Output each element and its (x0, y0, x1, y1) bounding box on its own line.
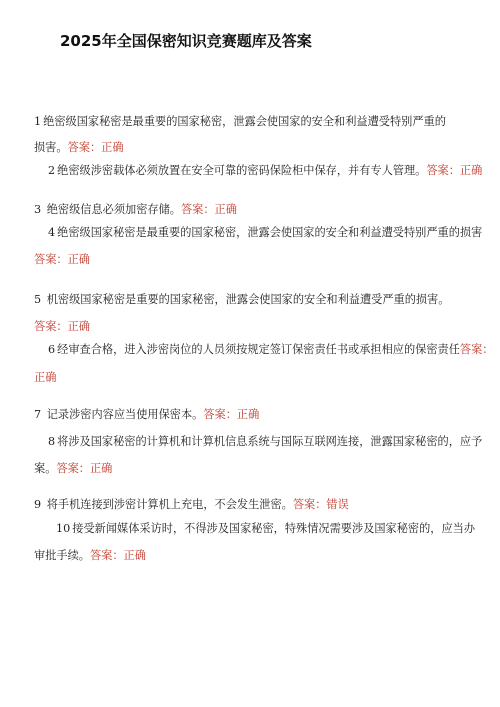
answer-label: 答案： (426, 164, 460, 177)
question-text: 案。 (34, 462, 57, 475)
answer-label: 答案： (89, 549, 124, 562)
question-text: 绝密级国家秘密是最重要的国家秘密，泄露会使国家的安全和利益遭受特别严重的 (43, 115, 446, 128)
page-title: 2025年全国保密知识竞赛题库及答案 (60, 32, 312, 50)
answer-label: 答案： (34, 320, 68, 333)
question-8-line-2 (34, 462, 112, 476)
answer-value: 正确 (89, 462, 113, 475)
answer-label: 答案： (67, 141, 102, 154)
question-number: 2 (48, 164, 56, 177)
question-7-line-1 (34, 408, 259, 422)
question-text: 将涉及国家秘密的计算机和计算机信息系统与国际互联网连接，泄露国家秘密的，应予 (57, 435, 483, 448)
answer-value: 正确 (459, 164, 483, 177)
question-8-line-1 (48, 435, 482, 449)
question-2-line-1 (48, 164, 482, 178)
question-6-line-1 (48, 343, 493, 357)
question-number: 8 (48, 435, 56, 448)
question-5-line-2 (34, 320, 90, 334)
question-text: 经审查合格，进入涉密岗位的人员须按规定签订保密责任书或承担相应的保密责任 (57, 343, 460, 356)
question-4-line-2 (34, 253, 90, 267)
question-text: 审批手续。 (34, 549, 90, 562)
question-6-line-2 (34, 371, 56, 385)
question-text: 将手机连接到涉密计算机上充电，不会发生泄密。 (46, 498, 293, 511)
question-number: 5 (34, 293, 42, 306)
question-number: 6 (48, 343, 56, 356)
question-text: 接受新闻媒体采访时，不得涉及国家秘密，特殊情况需要涉及国家秘密的，应当办 (72, 522, 476, 535)
question-number: 10 (56, 522, 71, 535)
question-text: 机密级国家秘密是重要的国家秘密，泄露会使国家的安全和利益遭受严重的损害。 (46, 293, 450, 306)
question-number: 7 (34, 408, 42, 421)
question-3-line-1 (34, 203, 237, 217)
answer-label: 答案： (459, 343, 494, 356)
question-number: 9 (34, 498, 42, 511)
answer-label: 答案： (56, 462, 90, 475)
answer-value: 正确 (101, 141, 124, 154)
question-4-line-1 (48, 226, 482, 240)
question-number: 4 (48, 226, 56, 239)
question-text: 记录涉密内容应当使用保密本。 (46, 408, 204, 421)
question-1-line-2 (34, 141, 124, 155)
answer-label: 答案： (203, 408, 237, 421)
answer-label: 答案： (180, 203, 215, 216)
answer-value: 正确 (67, 320, 90, 333)
answer-value: 错误 (326, 498, 349, 511)
question-text: 绝密级信息必须加密存储。 (46, 203, 181, 216)
answer-value: 正确 (236, 408, 260, 421)
answer-value: 正确 (67, 253, 90, 266)
answer-value: 正确 (214, 203, 237, 216)
question-text: 损害。 (34, 141, 68, 154)
answer-value: 正确 (123, 549, 146, 562)
question-5-line-1 (34, 293, 449, 307)
question-number: 3 (34, 203, 42, 216)
question-number: 1 (34, 115, 42, 128)
answer-label: 答案： (34, 253, 68, 266)
question-text: 绝密级国家秘密是最重要的国家秘密，泄露会使国家的安全和利益遭受特别严重的损害 (57, 226, 483, 239)
question-10-line-1 (56, 522, 475, 536)
answer-value: 正确 (34, 371, 57, 384)
question-9-line-1 (34, 498, 349, 512)
answer-label: 答案： (292, 498, 327, 511)
question-text: 绝密级涉密载体必须放置在安全可靠的密码保险柜中保存，并有专人管理。 (57, 164, 427, 177)
question-1-line-1 (34, 115, 446, 129)
question-10-line-2 (34, 549, 146, 563)
